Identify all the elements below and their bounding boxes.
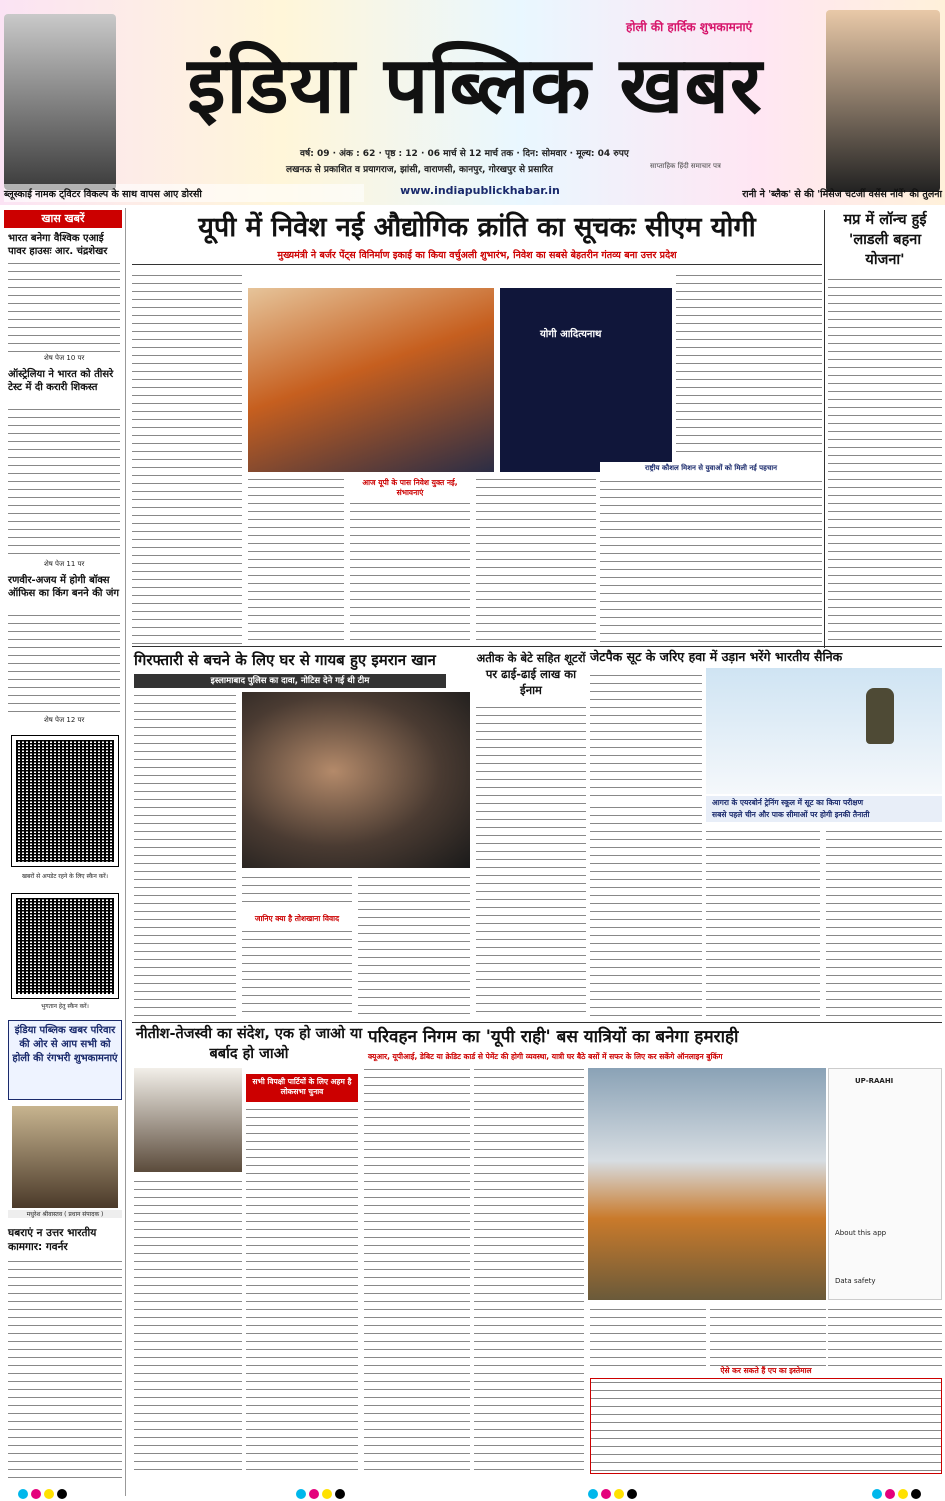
nitish-photo bbox=[134, 1068, 242, 1172]
atiq-headline[interactable]: अतीक के बेटे सहित शूटरों पर ढाई-ढाई लाख का ईनाम bbox=[476, 651, 586, 697]
lead-screen-image bbox=[500, 288, 672, 472]
right-story-body bbox=[828, 276, 942, 644]
app-name: UP-RAAHI bbox=[855, 1077, 894, 1085]
right-story-headline[interactable]: मप्र में लॉन्च हुई 'लाडली बहना योजना' bbox=[843, 212, 927, 268]
screen-text: योगी आदित्यनाथ bbox=[540, 329, 602, 340]
transport-col-2 bbox=[474, 1066, 584, 1474]
imran-subhead: इस्लामाबाद पुलिस का दावा, नोटिस देने गई थी टीम bbox=[134, 674, 446, 688]
qr-caption-updates: खबरों से अपडेट रहने के लिए स्कैन करें। bbox=[21, 873, 109, 880]
lead-col-3 bbox=[350, 500, 470, 644]
jetpack-col-1 bbox=[590, 672, 702, 800]
transport-col-3 bbox=[590, 1306, 706, 1368]
sidebar-bottom-body bbox=[8, 1258, 122, 1484]
jetpack-col-3 bbox=[826, 828, 942, 1018]
qr-caption-payment: भुगतान हेतु स्कैन करें। bbox=[41, 1003, 89, 1010]
imran-col-3 bbox=[242, 928, 352, 1018]
jetpack-headline[interactable]: जेटपैक सूट के जरिए हवा में उड़ान भरेंगे भारतीय सैनिक bbox=[590, 649, 843, 664]
jetpack-col-2 bbox=[706, 828, 820, 1018]
nitish-headline[interactable]: नीतीश-तेजस्वी का संदेश, एक हो जाओ या बर्बाद हो जाओ bbox=[135, 1026, 363, 1062]
qr-code-updates[interactable] bbox=[12, 736, 118, 866]
transport-col-5 bbox=[828, 1306, 942, 1368]
jetpack-bullet: सबसे पहले चीन और पाक सीमाओं पर होगी इनकी तैनाती bbox=[712, 810, 870, 819]
transport-col-1 bbox=[364, 1066, 470, 1474]
app-safety[interactable]: Data safety bbox=[835, 1277, 876, 1285]
transport-app-card[interactable] bbox=[828, 1068, 942, 1300]
website-url[interactable]: www.indiapublickhabar.in bbox=[400, 184, 560, 197]
jetpack-col-1b bbox=[590, 804, 702, 1018]
section-divider-1 bbox=[132, 646, 942, 647]
imran-col-4 bbox=[358, 874, 470, 1018]
sidebar-item-title[interactable]: ऑस्ट्रेलिया ने भारत को तीसरे टेस्ट में दी करारी शिकस्त bbox=[8, 369, 114, 393]
issue-line: वर्ष: 09 · अंक : 62 · पृष्ठ : 12 · 06 मार्च से 12 मार्च तक · दिन: सोमवार · मूल्य: 04 रुपए bbox=[300, 149, 629, 159]
imran-col-1 bbox=[134, 692, 236, 1018]
right-col-divider bbox=[824, 210, 825, 648]
color-marks-left bbox=[18, 1484, 70, 1501]
imran-inset-title: जानिए क्या है तोशखाना विवाद bbox=[254, 914, 340, 923]
nitish-col-2 bbox=[246, 1106, 358, 1474]
sidebar-item-more[interactable]: शेष पेज 11 पर bbox=[44, 560, 85, 568]
lead-col-5 bbox=[676, 272, 822, 458]
sidebar-item-body bbox=[8, 406, 120, 556]
sidebar bbox=[4, 208, 126, 1496]
lead-divider bbox=[132, 264, 822, 265]
sidebar-item-body bbox=[8, 260, 120, 352]
imran-headline[interactable]: गिरफ्तारी से बचने के लिए घर से गायब हुए इमरान खान bbox=[134, 651, 436, 669]
jetpack-photo bbox=[706, 668, 942, 794]
transport-inset-body bbox=[590, 1378, 942, 1474]
skill-headline[interactable]: राष्ट्रीय कौशल मिशन से युवाओं को मिली नई पहचान bbox=[644, 464, 778, 472]
color-marks-far-right bbox=[872, 1484, 924, 1501]
color-marks-center bbox=[296, 1484, 348, 1501]
lead-photo-cm bbox=[248, 288, 494, 472]
weekly-tag: साप्ताहिक हिंदी समाचार पत्र bbox=[650, 162, 721, 170]
sidebar-header: खास खबरें bbox=[4, 210, 122, 228]
masthead bbox=[0, 0, 945, 205]
imran-photo bbox=[242, 692, 470, 868]
masthead-left-photo bbox=[4, 14, 116, 190]
left-teaser: ब्लूस्काई नामक ट्विटर विकल्प के साथ वापस आए डोरसी bbox=[4, 184, 364, 202]
jetpack-bullets bbox=[706, 796, 942, 822]
masthead-right-photo bbox=[826, 10, 940, 192]
imran-col-2 bbox=[242, 874, 352, 904]
transport-headline[interactable]: परिवहन निगम का 'यूपी राही' बस यात्रियों का बनेगा हमराही bbox=[368, 1027, 739, 1047]
transport-bus-photo bbox=[588, 1068, 826, 1300]
editor-caption: मधुरेश श्रीवास्तव ( प्रधान संपादक ) bbox=[8, 1210, 122, 1218]
lead-subhead: मुख्यमंत्री ने बर्जर पेंट्स विनिर्माण इकाई का किया वर्चुअली शुभारंभ, निवेश का सबसे बेहतरीन गंतव्य बना उत्तर प्रदेश bbox=[277, 250, 677, 261]
color-marks-right bbox=[588, 1484, 640, 1501]
lead-col-4 bbox=[476, 476, 596, 644]
sidebar-item-more[interactable]: शेष पेज 10 पर bbox=[44, 354, 85, 362]
holi-greeting: होली की हार्दिक शुभकामनाएं bbox=[626, 20, 753, 34]
lead-col-1 bbox=[132, 272, 242, 644]
lead-headline[interactable]: यूपी में निवेश नई औद्योगिक क्रांति का सूचकः सीएम योगी bbox=[198, 212, 756, 243]
lead-col-2 bbox=[248, 476, 344, 644]
lead-inset-title: आज यूपी के पास निवेश युक्त नई, संभावनाएं bbox=[362, 478, 458, 497]
nitish-col-1 bbox=[134, 1178, 242, 1474]
sidebar-bottom-title[interactable]: घबराएं न उत्तर भारतीय कामगार: गवर्नर bbox=[8, 1227, 97, 1253]
edition-line: लखनऊ से प्रकाशित व प्रयागराज, झांसी, वाराणसी, कानपुर, गोरखपुर से प्रसारित bbox=[286, 165, 553, 175]
right-teaser: रानी ने 'ब्लैक' से की 'मिसेज चटर्जी वर्सेस नॉर्वे' की तुलना bbox=[742, 189, 942, 200]
nitish-inset-title: सभी विपक्षी पार्टियों के लिए अहम है लोकसभा चुनाव bbox=[246, 1074, 358, 1102]
atiq-body bbox=[476, 704, 586, 1018]
sidebar-item-title[interactable]: भारत बनेगा वैश्विक एआई पावर हाउसः आर. चंद्रशेखर bbox=[8, 233, 108, 257]
app-about[interactable]: About this app bbox=[835, 1229, 887, 1237]
section-divider-2 bbox=[132, 1022, 942, 1023]
skill-body bbox=[600, 478, 822, 644]
jetpack-figure bbox=[866, 688, 894, 744]
jetpack-bullet: आगरा के एयरबोर्न ट्रेनिंग स्कूल में सूट का किया परीक्षण bbox=[712, 798, 864, 807]
transport-subhead: क्यूआर, यूपीआई, डेबिट या क्रेडिट कार्ड से पेमेंट की होगी व्यवस्था, यात्री घर बैठे बसों में सफर के लिए कर सकेंगे ऑनलाइन बुकिंग bbox=[368, 1052, 723, 1061]
editor-photo bbox=[12, 1106, 118, 1208]
qr-code-payment[interactable] bbox=[12, 894, 118, 998]
holi-box: इंडिया पब्लिक खबर परिवार की ओर से आप सभी को होली की रंगभरी शुभकामनाएं bbox=[8, 1020, 122, 1100]
sidebar-item-more[interactable]: शेष पेज 12 पर bbox=[44, 716, 85, 724]
sidebar-item-title[interactable]: रणवीर-अजय में होगी बॉक्स ऑफिस का किंग बनने की जंग bbox=[8, 575, 119, 599]
transport-col-4 bbox=[710, 1306, 826, 1368]
masthead-title: इंडिया पब्लिक खबर bbox=[187, 41, 763, 131]
transport-inset-title: ऐसे कर सकते हैं एप का इस्तेमाल bbox=[720, 1366, 812, 1375]
sidebar-item-body bbox=[8, 612, 120, 712]
